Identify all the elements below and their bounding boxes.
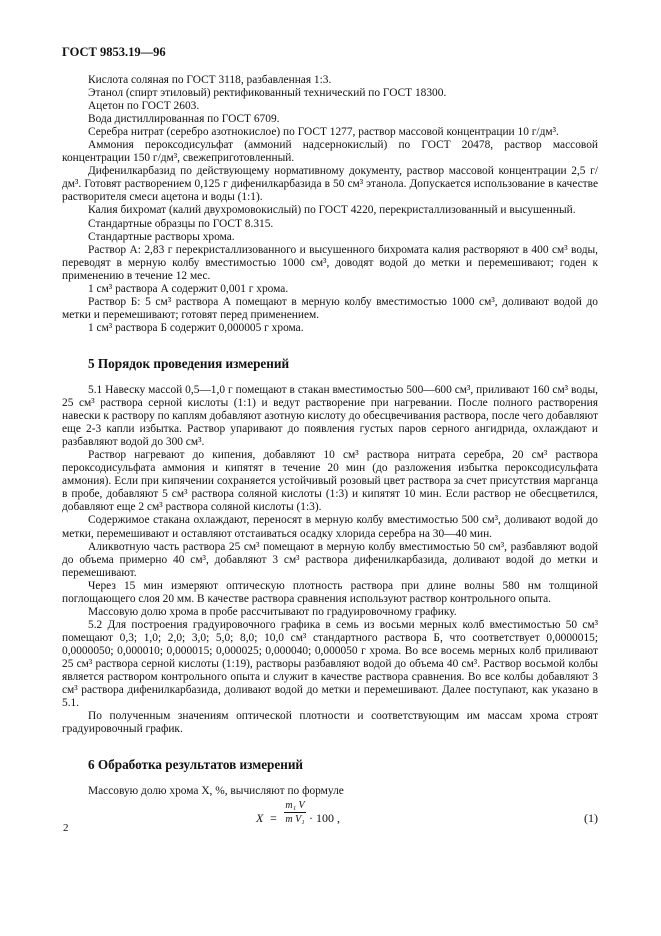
reagent-item: 1 см³ раствора Б содержит 0,000005 г хрома. [88,321,304,334]
section-5-heading: 5 Порядок проведения измерений [88,355,290,371]
reagent-item: Стандартные образцы по ГОСТ 8.315. [88,217,274,230]
paragraph: 5.1 Навеску массой 0,5—1,0 г помещают в стакан вместимостью 500—600 см³, приливают 160 см³ воды, 25 см³ раствора серной кислоты (1:1) и ведут растворение при нагревании. После полного растворения навески к раствору по каплям добавляют азотную кислоту до обесцвечивания раствора, после чего добавляют еще 2-3 капли избытка. Раствор упаривают до появления густых паров серного ангидрида, охлаждают и разбавляют водой до 300 см³. [62,383,598,449]
formula-numerator: m₁ V [285,800,305,811]
section-6-heading: 6 Обработка результатов измерений [88,757,304,773]
section-5-body [62,384,598,736]
reagent-item: Аммония пероксодисульфат (аммоний надсернокислый) по ГОСТ 20478, раствор массовой концентрации 150 г/дм³, свежеприготовленный. [62,139,598,165]
formula-multiplier: · 100 , [309,811,340,825]
reagent-item: Этанол (спирт этиловый) ректификованный технический по ГОСТ 18300. [88,87,447,100]
reagent-item: Дифенилкарбазид по действующему нормативному документу, раствор массовой концентрации 2,5 г/дм³. Готовят растворением 0,125 г дифенилкарбазида в 50 см³ этанола. Допускается использование в качестве растворителя смеси ацетона и воды (1:1). [62,165,598,204]
paragraph: Массовую долю хрома в пробе рассчитывают по градуировочному графику. [88,605,457,618]
paragraph: Аликвотную часть раствора 25 см³ помещают в мерную колбу вместимостью 50 см³, разбавляют водой до объема примерно 40 см³, добавляют 3 см³ раствора дифенилкарбазида, доливают водой до метки и перемешивают. [62,540,598,579]
formula-lhs: X [256,811,264,825]
reagent-item: Серебра нитрат (серебро азотнокислое) по ГОСТ 1277, раствор массовой концентрации 10 г/дм³. [88,126,559,139]
reagent-item: 1 см³ раствора А содержит 0,001 г хрома. [88,282,289,295]
formula-number: (1) [584,811,598,825]
formula-denominator: m V₁ [285,814,305,825]
reagent-item: Стандартные растворы хрома. [88,230,235,243]
reagent-item: Кислота соляная по ГОСТ 3118, разбавленная 1:3. [88,74,332,86]
document-header: ГОСТ 9853.19—96 [62,45,166,59]
paragraph: По полученным значениям оптической плотности и соответствующим им массам хрома строят градуировочный график. [62,710,598,736]
reagent-item: Раствор А: 2,83 г перекристаллизованного и высушенного бихромата калия растворяют в 400 см³ воды, переводят в мерную колбу вместимостью 1000 см³, доводят водой до метки и перемешивают; годен к применению в течение 12 мес. [62,243,598,282]
paragraph: 5.2 Для построения градуировочного графика в семь из восьми мерных колб вместимостью 50 см³ помещают 0,3; 1,0; 2,0; 3,0; 5,0; 8,0; 10,0 см³ стандартного раствора Б, что соответствует 0,0000015; 0,0000050; 0,000010; 0,000015; 0,000025; 0,000040; 0,000050 г хрома. Во все восемь мерных колб приливают 25 см³ раствора серной кислоты (1:19), растворы разбавляют водой до объема 40 см³. Раствор восьмой колбы является раствором контрольного опыта и служит в качестве раствора сравнения. Во все колбы добавляют 3 см³ раствора дифенилкарбазида, доливают водой до метки и перемешивают. Далее поступают, как указано в 5.1. [62,618,598,710]
reagents-list [62,74,598,335]
paragraph: Через 15 мин измеряют оптическую плотность раствора при длине волны 580 нм толщиной поглощающего слоя 20 мм. В качестве раствора сравнения используют раствор контрольного опыта. [62,579,598,605]
reagent-item: Раствор Б: 5 см³ раствора А помещают в мерную колбу вместимостью 1000 см³, доливают водой до метки и перемешивают; готовят перед применением. [62,295,598,321]
reagent-item: Вода дистиллированная по ГОСТ 6709. [88,113,280,126]
paragraph: Раствор нагревают до кипения, добавляют 10 см³ раствора нитрата серебра, 20 см³ раствора пероксодисульфата аммония и кипятят в течение 20 мин (до разложения избытка пероксодисульфата аммония). Если при кипячении сохраняется устойчивый розовый цвет раствора за счет присутствия марганца в пробе, добавляют 5 см³ раствора соляной кислоты (1:3) и кипятят 10 мин. Если раствор не обесцветился, добавляют еще 2 см³ раствора соляной кислоты (1:3). [62,449,598,514]
formula-intro: Массовую долю хрома X, %, вычисляют по формуле [88,785,344,798]
formula-equals: = [270,811,277,825]
paragraph: Содержимое стакана охлаждают, переносят в мерную колбу вместимостью 500 см³, доливают водой до метки, перемешивают и оставляют отстаиваться осадку хлорида серебра на 30—40 мин. [62,514,598,540]
reagent-item: Ацетон по ГОСТ 2603. [88,100,200,113]
formula-fraction [284,800,306,826]
document-body [62,74,598,798]
formula-1 [256,796,598,840]
page-number: 2 [63,822,69,834]
reagent-item: Калия бихромат (калий двухромовокислый) по ГОСТ 4220, перекристаллизованный и высушенный. [88,204,576,217]
